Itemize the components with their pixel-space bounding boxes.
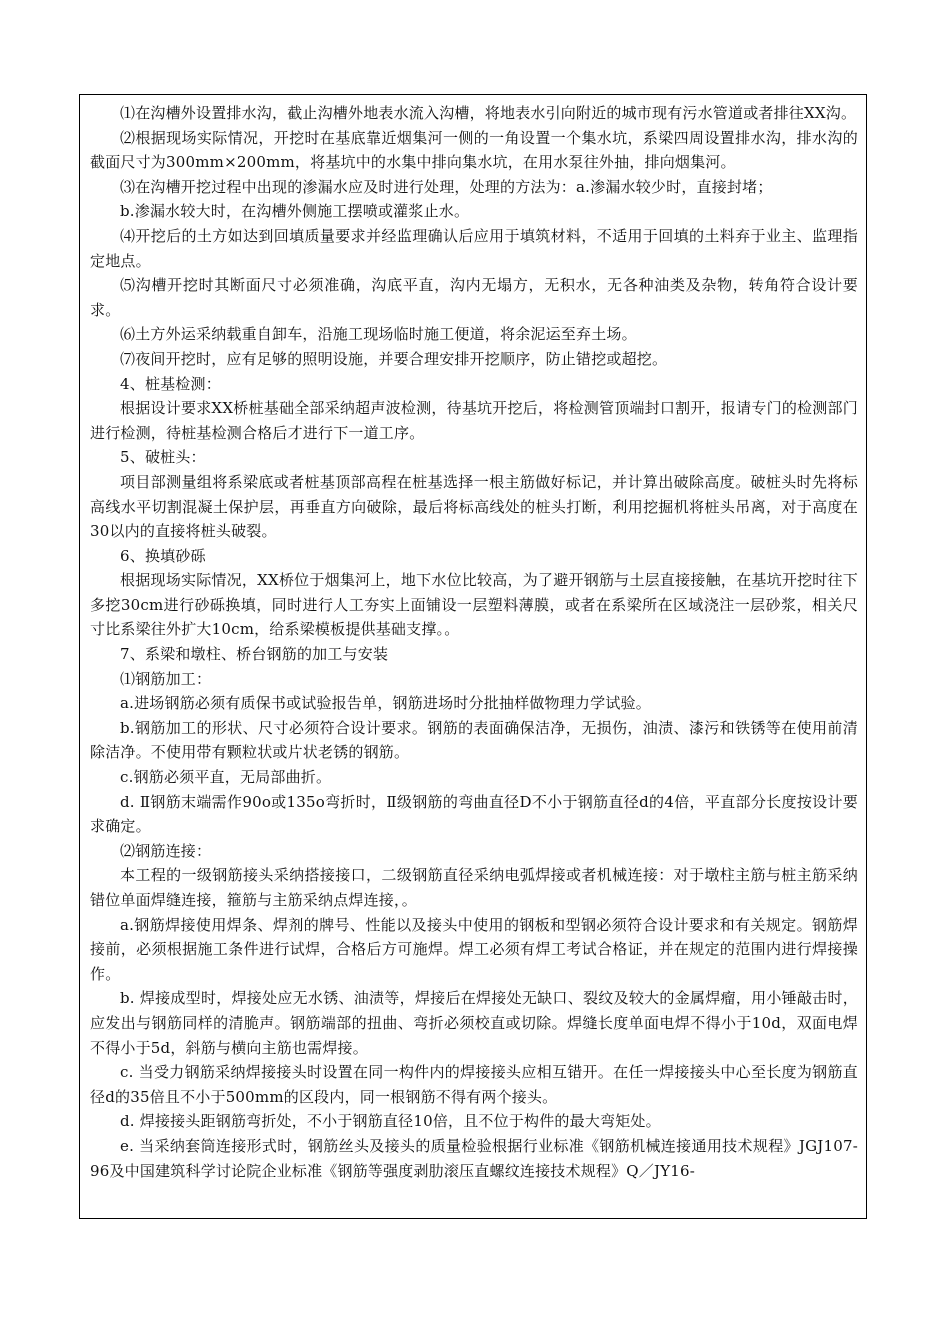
paragraph-pile-head-breaking: 项目部测量组将系梁底或者桩基顶部高程在桩基选择一根主筋做好标记，并计算出破除高度。破桩头时先将标高线水平切割混凝土保护层，再垂直方向破除，最后将标高线处的桩头打断，利用挖掘机将桩头吊离，对于高度在30以内的直接将桩头破裂。 <box>90 472 858 541</box>
paragraph-trench-section: ⑸沟槽开挖时其断面尺寸必须准确，沟底平直，沟内无塌方，无积水，无各种油类及杂物，转角符合设计要求。 <box>90 276 858 319</box>
paragraph-welding-distance: d. 焊接接头距钢筋弯折处，不小于钢筋直径10倍，且不位于构件的最大弯矩处。 <box>120 1112 661 1131</box>
paragraph-soil-transport: ⑹土方外运采纳载重自卸车，沿施工现场临时施工便道，将余泥运至弃土场。 <box>120 325 637 344</box>
heading-pile-head-breaking: 5、破桩头： <box>120 448 206 467</box>
paragraph-rebar-straight: c.钢筋必须平直，无局部曲折。 <box>120 768 332 787</box>
paragraph-welding-forming: b. 焊接成型时，焊接处应无水锈、油渍等，焊接后在焊接处无缺口、裂纹及较大的金属焊瘤，用小锤敲击时，应发出与钢筋同样的清脆声。钢筋端部的扭曲、弯折必须校直或切除。焊缝长度单面电焊不得小于10d，双面电焊不得小于5d，斜筋与横向主筋也需焊接。 <box>90 989 858 1057</box>
paragraph-rebar-bending: d. Ⅱ钢筋末端需作90o或135o弯折时，Ⅱ级钢筋的弯曲直径D不小于钢筋直径d的4倍，平直部分长度按设计要求确定。 <box>90 792 858 836</box>
heading-pile-inspection: 4、桩基检测： <box>120 374 221 393</box>
paragraph-seepage-large: b.渗漏水较大时，在沟槽外侧施工摆喷或灌浆止水。 <box>120 202 470 221</box>
subheading-rebar-processing: ⑴钢筋加工： <box>120 669 212 688</box>
paragraph-rebar-certificate: a.进场钢筋必须有质保书或试验报告单，钢筋进场时分批抽样做物理力学试验。 <box>120 694 651 713</box>
paragraph-gravel-replacement: 根据现场实际情况，XX桥位于烟集河上，地下水位比较高，为了避开钢筋与土层直接接触，在基坑开挖时往下多挖30cm进行砂砾换填，同时进行人工夯实上面铺设一层塑料薄膜，或者在系梁所在区域浇注一层砂浆，相关尺寸比系梁往外扩大10cm，给系梁模板提供基础支撑。。 <box>90 571 858 639</box>
paragraph-sump-pit: ⑵根据现场实际情况，开挖时在基底靠近烟集河一侧的一角设置一个集水坑，系梁四周设置排水沟，排水沟的截面尺寸为300mm×200mm，将基坑中的水集中排向集水坑，在用水泵往外抽，排向烟集河。 <box>90 128 858 172</box>
paragraph-night-excavation: ⑺夜间开挖时，应有足够的照明设施，并要合理安排开挖顺序，防止错挖或超挖。 <box>120 349 668 368</box>
heading-rebar-processing: 7、系梁和墩柱、桥台钢筋的加工与安装 <box>120 645 389 664</box>
paragraph-sleeve-connection: e. 当采纳套筒连接形式时，钢筋丝头及接头的质量检验根据行业标准《钢筋机械连接通用技术规程》JGJ107-96及中国建筑科学讨论院企业标准《钢筋等强度剥肋滚压直螺纹连接技术规程》Q／JY16- <box>90 1136 858 1180</box>
heading-gravel-replacement: 6、换填砂砾 <box>120 546 206 565</box>
paragraph-rebar-joint-method: 本工程的一级钢筋接头采纳搭接接口，二级钢筋直径采纳电弧焊接或者机械连接：对于墩柱主筋与桩主筋采纳错位单面焊缝连接，箍筋与主筋采纳点焊连接，。 <box>90 866 858 909</box>
subheading-rebar-connection: ⑵钢筋连接： <box>120 841 212 860</box>
document-frame <box>79 94 867 1219</box>
paragraph-drainage-ditch: ⑴在沟槽外设置排水沟，截止沟槽外地表水流入沟槽，将地表水引向附近的城市现有污水管道或者排往XX沟。 <box>120 104 857 122</box>
paragraph-welding-stagger: c. 当受力钢筋采纳焊接接头时设置在同一构件内的焊接接头应相互错开。在任一焊接接头中心至长度为钢筋直径d的35倍且不小于500mm的区段内，同一根钢筋不得有两个接头。 <box>90 1063 858 1106</box>
paragraph-rebar-shape: b.钢筋加工的形状、尺寸必须符合设计要求。钢筋的表面确保洁净，无损伤，油渍、漆污和铁锈等在使用前清除洁净。不使用带有颗粒状或片状老锈的钢筋。 <box>90 718 858 762</box>
paragraph-seepage-treatment: ⑶在沟槽开挖过程中出现的渗漏水应及时进行处理，处理的方法为：a.渗漏水较少时，直接封堵； <box>120 177 773 196</box>
paragraph-pile-inspection: 根据设计要求XX桥桩基础全部采纳超声波检测，待基坑开挖后，将检测管顶端封口割开，报请专门的检测部门进行检测，待桩基检测合格后才进行下一道工序。 <box>90 399 858 442</box>
document-body <box>90 101 858 1183</box>
paragraph-welding-materials: a.钢筋焊接使用焊条、焊剂的牌号、性能以及接头中使用的钢板和型钢必须符合设计要求和有关规定。钢筋焊接前，必须根据施工条件进行试焊，合格后方可施焊。焊工必须有焊工考试合格证，并在规定的范围内进行焊接操作。 <box>90 915 858 983</box>
paragraph-backfill-soil: ⑷开挖后的土方如达到回填质量要求并经监理确认后应用于填筑材料，不适用于回填的土料弃于业主、监理指定地点。 <box>90 226 858 270</box>
